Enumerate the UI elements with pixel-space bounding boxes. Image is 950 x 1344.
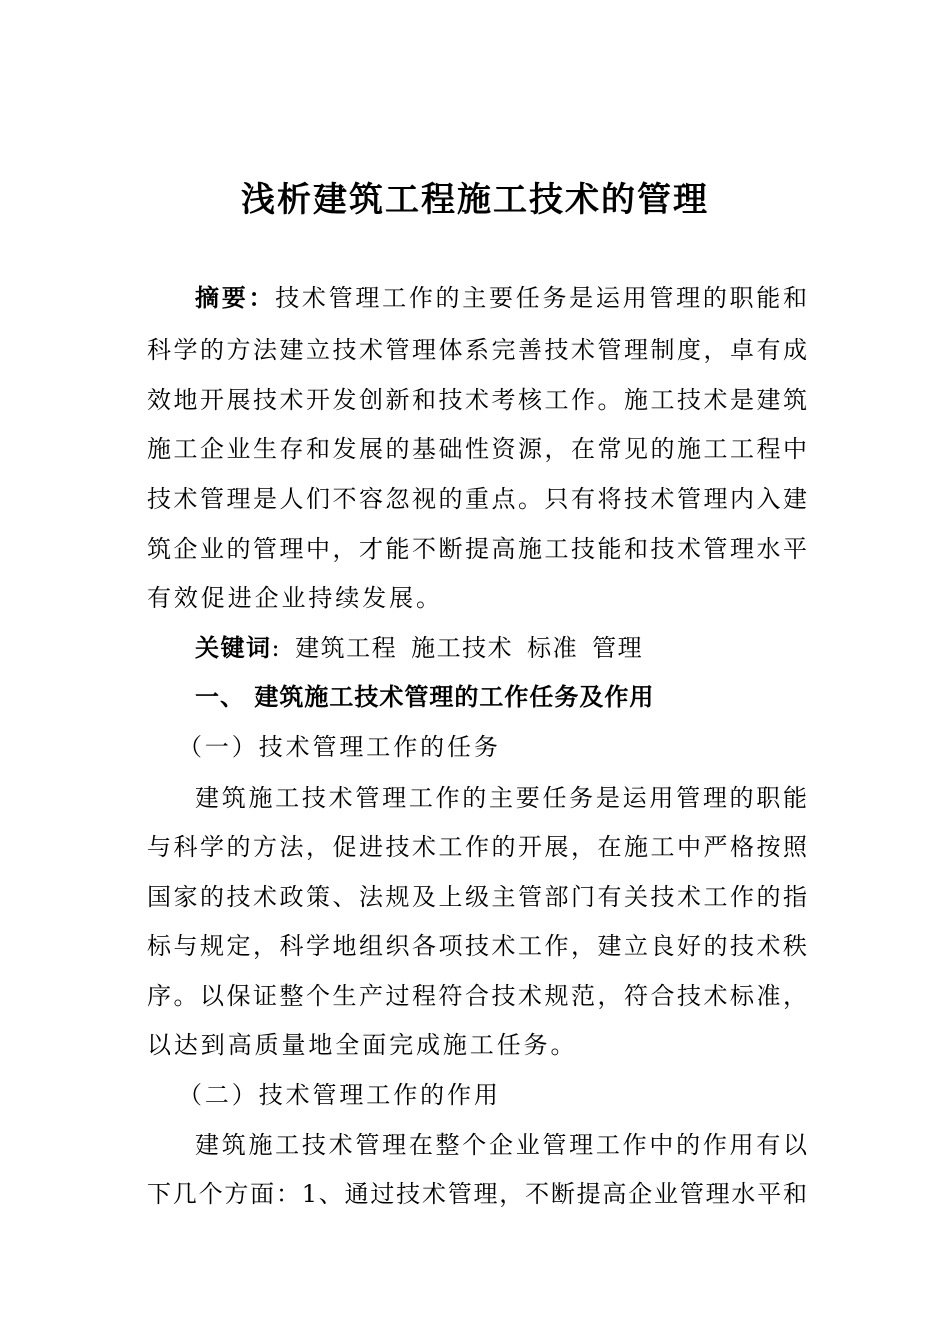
keywords-line	[195, 628, 643, 668]
abstract-line: 有效促进企业持续发展。	[147, 584, 443, 612]
abstract-first-line	[195, 278, 807, 318]
paragraph-line: 序。以保证整个生产过程符合技术规范，符合技术标准，	[147, 982, 807, 1010]
paragraph-line: 下几个方面：1、通过技术管理，不断提高企业管理水平和	[147, 1180, 807, 1208]
keywords-label: 关键词	[195, 633, 272, 662]
keyword-item: 建筑工程	[295, 634, 398, 662]
keyword-item: 标准	[527, 634, 579, 662]
abstract-line: 施工企业生存和发展的基础性资源，在常见的施工工程中	[147, 435, 807, 463]
section-heading: 一、 建筑施工技术管理的工作任务及作用	[195, 682, 655, 711]
subsection-heading: （一）技术管理工作的任务	[178, 733, 501, 761]
paragraph-line: 以达到高质量地全面完成施工任务。	[147, 1031, 578, 1059]
paragraph-line: 与科学的方法，促进技术工作的开展，在施工中严格按照	[147, 833, 807, 861]
abstract-line: 筑企业的管理中，才能不断提高施工技能和技术管理水平	[147, 535, 807, 563]
paragraph-line: 建筑施工技术管理工作的主要任务是运用管理的职能	[195, 784, 807, 812]
paragraph-line: 标与规定，科学地组织各项技术工作，建立良好的技术秩	[147, 932, 807, 960]
keyword-item: 施工技术	[411, 634, 514, 662]
paragraph-line: 建筑施工技术管理在整个企业管理工作中的作用有以	[195, 1131, 807, 1159]
abstract-line: 技术管理是人们不容忽视的重点。只有将技术管理内入建	[147, 485, 807, 513]
keyword-item: 管理	[592, 634, 644, 662]
subsection-heading: （二）技术管理工作的作用	[178, 1081, 501, 1109]
paragraph-line: 国家的技术政策、法规及上级主管部门有关技术工作的指	[147, 883, 807, 911]
abstract-first-text: 技术管理工作的主要任务是运用管理的职能和	[275, 284, 808, 312]
document-title: 浅析建筑工程施工技术的管理	[241, 180, 709, 220]
abstract-label: 摘要：	[195, 283, 276, 312]
keywords-colon: :	[271, 634, 282, 662]
abstract-line: 科学的方法建立技术管理体系完善技术管理制度，卓有成	[147, 336, 807, 364]
abstract-line: 效地开展技术开发创新和技术考核工作。施工技术是建筑	[147, 386, 807, 414]
